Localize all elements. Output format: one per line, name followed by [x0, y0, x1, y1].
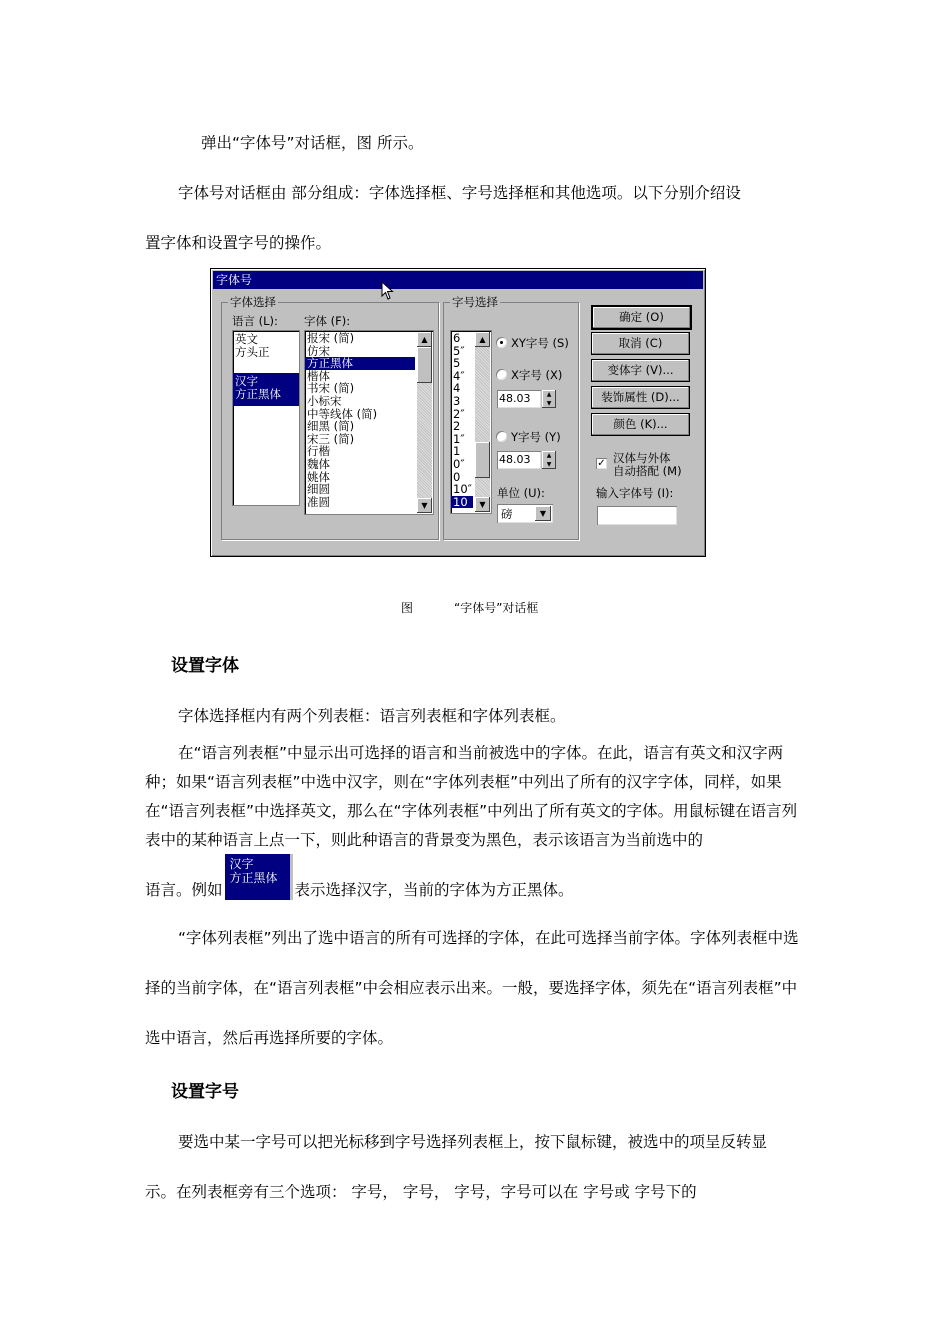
body-text-inline-example	[145, 854, 574, 900]
input-size-field[interactable]	[597, 506, 677, 525]
language-item-chinese-selected[interactable]	[233, 373, 299, 406]
scroll-down-icon[interactable]: ▼	[475, 497, 490, 512]
size-listbox[interactable]	[450, 330, 492, 514]
xy-size-label: XY字号 (S)	[511, 336, 569, 350]
font-item[interactable]: 准圆	[307, 494, 330, 509]
unit-label: 单位 (U):	[497, 486, 545, 500]
font-label: 字体 (F):	[304, 314, 351, 328]
body-text: 语言。例如	[145, 881, 223, 899]
cancel-button[interactable]: 取消 (C)	[591, 332, 690, 355]
x-size-spinner[interactable]	[497, 390, 557, 408]
language-item-english-font[interactable]: 方头正	[235, 344, 270, 359]
figure-caption: “字体号”对话框	[454, 601, 539, 615]
spinner-arrows-icon[interactable]: ▲ ▼	[542, 390, 556, 408]
unit-value: 磅	[501, 507, 513, 521]
font-item[interactable]: 小标宋	[307, 393, 342, 408]
size-item[interactable]: 5	[453, 356, 461, 371]
auto-match-label-2: 自动搭配 (M)	[613, 464, 682, 478]
font-item[interactable]: 报宋 (简)	[307, 331, 355, 345]
size-item[interactable]: 1	[453, 444, 461, 459]
sample-line-1: 汉字	[229, 857, 254, 871]
language-listbox[interactable]	[232, 330, 300, 506]
font-item-selected[interactable]: 方正黑体	[305, 357, 415, 370]
font-item[interactable]: 书宋 (简)	[307, 381, 355, 396]
size-item[interactable]: 2	[453, 419, 461, 434]
size-item[interactable]: 5″	[453, 343, 465, 358]
size-item[interactable]: 0	[453, 469, 461, 484]
decoration-button[interactable]: 装饰属性 (D)...	[591, 386, 690, 409]
size-item[interactable]: 6	[453, 331, 461, 345]
body-text: 字体选择框内有两个列表框：语言列表框和字体列表框。	[178, 707, 566, 725]
chevron-down-icon[interactable]: ▼	[535, 506, 551, 521]
size-item[interactable]: 2″	[453, 406, 465, 421]
language-item-english[interactable]: 英文	[235, 332, 258, 346]
font-item[interactable]: 行楷	[307, 444, 330, 459]
language-item-chinese-font: 方正黑体	[233, 388, 299, 401]
auto-match-checkbox[interactable]: ✓	[597, 458, 606, 469]
font-item[interactable]: 姚体	[307, 469, 330, 484]
size-list-scrollbar[interactable]	[475, 332, 490, 512]
font-item[interactable]: 仿宋	[307, 343, 330, 358]
intro-text-2: 字体号对话框由 部分组成：字体选择框、字号选择框和其他选项。以下分别介绍设	[178, 184, 741, 202]
body-text: “字体列表框”列出了选中语言的所有可选择的字体，在此可选择当前字体。字体列表框中选择的当前字体，在“语言列表框”中会相应表示出来。一般，要选择字体，须先在“语言列表框”中选中语言，然后再选择所要的字体。	[145, 929, 799, 1047]
font-selection-group	[221, 295, 439, 540]
intro-text-1: 弹出“字体号”对话框，图 所示。	[201, 134, 424, 152]
x-size-input[interactable]: 48.03	[497, 390, 541, 408]
x-size-radio[interactable]	[496, 369, 507, 380]
font-listbox[interactable]	[304, 330, 434, 515]
intro-text-3: 置字体和设置字号的操作。	[145, 234, 332, 252]
size-item[interactable]: 0″	[453, 456, 465, 471]
font-item[interactable]: 魏体	[307, 456, 330, 471]
sample-line-2: 方正黑体	[229, 871, 278, 885]
language-spacer	[233, 358, 299, 370]
auto-match-label-1: 汉体与外体	[613, 451, 671, 465]
font-item[interactable]: 细黑 (简)	[307, 419, 355, 434]
language-label: 语言 (L):	[232, 314, 278, 328]
body-text: 要选中某一字号可以把光标移到字号选择列表框上，按下鼠标键，被选中的项呈反转显	[178, 1133, 768, 1151]
body-text: 表示选择汉字，当前的字体为方正黑体。	[294, 881, 574, 899]
unit-combobox[interactable]	[497, 504, 553, 523]
dialog-title-bar[interactable]: 字体号	[213, 271, 703, 289]
input-size-label: 输入字体号 (I):	[596, 486, 674, 500]
font-size-dialog	[210, 268, 706, 557]
language-item-chinese: 汉字	[233, 375, 299, 388]
xy-size-radio[interactable]	[496, 337, 507, 348]
y-size-label: Y字号 (Y)	[511, 430, 561, 444]
scroll-down-icon[interactable]: ▼	[417, 498, 432, 513]
y-size-radio[interactable]	[496, 431, 507, 442]
size-item[interactable]: 1″	[453, 431, 465, 446]
spinner-arrows-icon[interactable]: ▲ ▼	[542, 451, 556, 469]
font-selection-title: 字体选择	[230, 295, 276, 309]
size-item[interactable]: 3	[453, 393, 461, 408]
figure-label: 图	[401, 601, 414, 615]
mouse-cursor-icon	[381, 281, 395, 301]
ok-button[interactable]: 确定 (O)	[591, 305, 692, 330]
font-item[interactable]: 楷体	[307, 368, 330, 383]
language-sample-image	[225, 854, 293, 900]
x-size-label: X字号 (X)	[511, 368, 563, 382]
scroll-up-icon[interactable]: ▲	[417, 332, 432, 347]
font-item[interactable]: 中等线体 (简)	[307, 406, 378, 421]
font-item[interactable]: 宋三 (简)	[307, 431, 355, 446]
variant-font-button[interactable]: 变体字 (V)...	[591, 359, 690, 382]
font-list-scrollbar[interactable]	[417, 332, 432, 513]
size-item-selected[interactable]: 10	[451, 496, 473, 509]
color-button[interactable]: 颜色 (K)...	[591, 413, 690, 436]
size-selection-title: 字号选择	[452, 295, 498, 309]
size-item[interactable]: 4″	[453, 368, 465, 383]
section-heading-font: 设置字体	[171, 656, 239, 676]
body-text: 在“语言列表框”中显示出可选择的语言和当前被选中的字体。在此，语言有英文和汉字两种；如果“语言列表框”中选中汉字，则在“字体列表框”中列出了所有的汉字字体，同样，如果在“语言列表框”中选择英文，那么在“字体列表框”中列出了所有英文的字体。用鼠标键在语言列表中的某种语言上点一下，则此种语言的背景变为黑色，表示该语言为当前选中的	[145, 744, 798, 849]
scroll-thumb[interactable]	[475, 442, 490, 478]
scroll-up-icon[interactable]: ▲	[475, 332, 490, 347]
size-item[interactable]: 10″	[453, 482, 472, 497]
body-text: 示。在列表框旁有三个选项： 字号， 字号， 字号，字号可以在 字号或 字号下的	[145, 1183, 697, 1201]
font-item[interactable]: 细圆	[307, 482, 330, 497]
size-item[interactable]: 4	[453, 381, 461, 396]
size-selection-group	[443, 295, 579, 540]
section-heading-size: 设置字号	[171, 1082, 239, 1102]
y-size-spinner[interactable]	[497, 451, 557, 469]
y-size-input[interactable]: 48.03	[497, 451, 541, 469]
scroll-thumb[interactable]	[417, 347, 432, 383]
